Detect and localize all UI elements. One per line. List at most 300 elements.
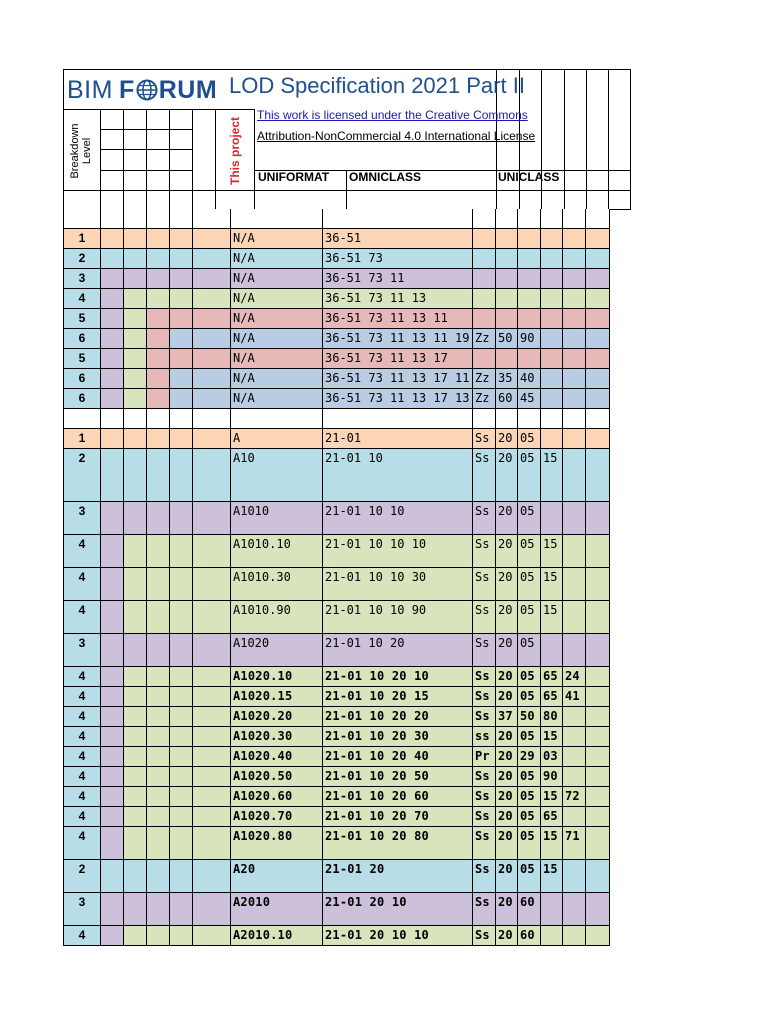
- uniclass-cell: [563, 369, 586, 389]
- uniclass-cell: 60: [496, 389, 518, 409]
- uniclass-cell: [541, 926, 563, 946]
- uniclass-cell: [586, 747, 610, 767]
- uniclass-cell: [563, 309, 586, 329]
- table-row: [63, 827, 631, 860]
- uniclass-cell: 05: [518, 860, 541, 893]
- uniclass-cell: 50: [496, 329, 518, 349]
- uniclass-cell: [473, 289, 496, 309]
- uniclass-cell: Ss: [473, 926, 496, 946]
- hierarchy-color-cell: [124, 568, 147, 601]
- empty-cell: [64, 409, 101, 429]
- hierarchy-color-cell: [170, 329, 193, 349]
- hierarchy-color-cell: [147, 369, 170, 389]
- table-row: [63, 535, 631, 568]
- breakdown-level-cell: 3: [64, 502, 101, 535]
- hierarchy-color-cell: [124, 860, 147, 893]
- uniclass-cell: Ss: [473, 601, 496, 634]
- uniclass-cell: 80: [541, 707, 563, 727]
- hierarchy-color-cell: [124, 502, 147, 535]
- hierarchy-color-cell: [124, 249, 147, 269]
- document-title: LOD Specification 2021 Part II: [229, 73, 525, 98]
- uniclass-cell: 20: [496, 634, 518, 667]
- uniclass-cell: 35: [496, 369, 518, 389]
- uniclass-cell: Pr: [473, 747, 496, 767]
- hierarchy-color-cell: [170, 535, 193, 568]
- uniclass-cell: 20: [496, 727, 518, 747]
- uniclass-cell: [563, 807, 586, 827]
- empty-cell: [124, 409, 147, 429]
- hierarchy-color-cell: [124, 535, 147, 568]
- uniclass-cell: [541, 349, 563, 369]
- uniclass-cell: [563, 249, 586, 269]
- hierarchy-color-cell: [101, 309, 124, 329]
- uniclass-cell: 15: [541, 535, 563, 568]
- uniclass-cell: 71: [563, 827, 586, 860]
- uniclass-cell: 05: [518, 429, 541, 449]
- hierarchy-color-cell: [124, 309, 147, 329]
- license-link[interactable]: This work is licensed under the Creative Commons: [257, 108, 528, 122]
- uniclass-cell: Ss: [473, 429, 496, 449]
- omniclass-cell: 36-51 73 11 13 17 11: [323, 369, 473, 389]
- hierarchy-color-cell: [124, 747, 147, 767]
- breakdown-level-cell: 4: [64, 827, 101, 860]
- hierarchy-color-cell: [147, 535, 170, 568]
- sheet-header: [63, 69, 631, 209]
- empty-cell: [541, 409, 563, 429]
- hierarchy-color-cell: [124, 449, 147, 502]
- uniclass-cell: [586, 767, 610, 787]
- uniclass-cell: [586, 893, 610, 926]
- uniformat-cell: A1020.30: [231, 727, 323, 747]
- table-row: [63, 667, 631, 687]
- uniclass-cell: [563, 449, 586, 502]
- uniclass-cell: 05: [518, 568, 541, 601]
- uniformat-cell: A1010.30: [231, 568, 323, 601]
- hierarchy-color-cell: [170, 429, 193, 449]
- omniclass-cell: 21-01 10 10: [323, 502, 473, 535]
- hierarchy-color-cell: [147, 309, 170, 329]
- uniclass-cell: 15: [541, 449, 563, 502]
- uniclass-cell: [518, 309, 541, 329]
- uniclass-cell: 72: [563, 787, 586, 807]
- omniclass-cell: 21-01 20: [323, 860, 473, 893]
- omniclass-cell: 21-01 10 20 30: [323, 727, 473, 747]
- uniformat-cell: N/A: [231, 249, 323, 269]
- breakdown-level-cell: 1: [64, 429, 101, 449]
- uniclass-cell: 15: [541, 727, 563, 747]
- hierarchy-color-cell: [193, 249, 231, 269]
- hierarchy-color-cell: [101, 807, 124, 827]
- table-row: [63, 309, 631, 329]
- hierarchy-color-cell: [170, 893, 193, 926]
- hierarchy-color-cell: [170, 389, 193, 409]
- hierarchy-color-cell: [170, 449, 193, 502]
- uniclass-cell: Zz: [473, 389, 496, 409]
- hierarchy-color-cell: [101, 449, 124, 502]
- hierarchy-color-cell: [170, 767, 193, 787]
- uniclass-cell: [518, 269, 541, 289]
- uniformat-cell: N/A: [231, 329, 323, 349]
- uniclass-cell: 05: [518, 807, 541, 827]
- uniclass-cell: [541, 249, 563, 269]
- uniclass-cell: 20: [496, 787, 518, 807]
- hierarchy-color-cell: [147, 601, 170, 634]
- hierarchy-color-cell: [124, 926, 147, 946]
- hierarchy-color-cell: [147, 429, 170, 449]
- uniclass-cell: [586, 687, 610, 707]
- hierarchy-color-cell: [147, 860, 170, 893]
- hierarchy-color-cell: [101, 827, 124, 860]
- omniclass-cell: 21-01 10 20 10: [323, 667, 473, 687]
- hierarchy-color-cell: [101, 787, 124, 807]
- uniclass-cell: [586, 449, 610, 502]
- empty-cell: [64, 209, 101, 229]
- hierarchy-color-cell: [147, 502, 170, 535]
- hierarchy-color-cell: [170, 747, 193, 767]
- table-row: [63, 767, 631, 787]
- uniclass-cell: [541, 269, 563, 289]
- uniclass-cell: 05: [518, 449, 541, 502]
- table-row: [63, 807, 631, 827]
- hierarchy-color-cell: [170, 349, 193, 369]
- uniclass-cell: [518, 289, 541, 309]
- hierarchy-color-cell: [193, 309, 231, 329]
- hierarchy-color-cell: [170, 687, 193, 707]
- hierarchy-color-cell: [147, 893, 170, 926]
- uniformat-cell: A1020: [231, 634, 323, 667]
- hierarchy-color-cell: [101, 429, 124, 449]
- uniclass-cell: 05: [518, 667, 541, 687]
- uniclass-cell: 20: [496, 893, 518, 926]
- empty-cell: [124, 209, 147, 229]
- uniclass-cell: [586, 535, 610, 568]
- uniformat-cell: A1020.15: [231, 687, 323, 707]
- hierarchy-color-cell: [124, 893, 147, 926]
- hierarchy-color-cell: [101, 329, 124, 349]
- uniclass-cell: [586, 568, 610, 601]
- empty-cell: [586, 409, 610, 429]
- empty-cell: [518, 209, 541, 229]
- hierarchy-color-cell: [193, 634, 231, 667]
- omniclass-cell: 36-51 73 11 13 17 13: [323, 389, 473, 409]
- uniformat-cell: N/A: [231, 349, 323, 369]
- uniclass-cell: [563, 429, 586, 449]
- breakdown-level-cell: 3: [64, 634, 101, 667]
- breakdown-level-cell: 5: [64, 349, 101, 369]
- hierarchy-color-cell: [147, 634, 170, 667]
- uniformat-cell: A1010.10: [231, 535, 323, 568]
- uniclass-cell: 20: [496, 687, 518, 707]
- omniclass-cell: 21-01 10 20: [323, 634, 473, 667]
- globe-icon: [136, 79, 158, 101]
- hierarchy-color-cell: [101, 667, 124, 687]
- uniclass-cell: [586, 707, 610, 727]
- hierarchy-color-cell: [101, 502, 124, 535]
- omniclass-cell: 21-01 20 10: [323, 893, 473, 926]
- hierarchy-color-cell: [170, 502, 193, 535]
- hierarchy-color-cell: [193, 502, 231, 535]
- hierarchy-color-cell: [170, 229, 193, 249]
- hierarchy-color-cell: [101, 369, 124, 389]
- table-row: [63, 329, 631, 349]
- uniclass-cell: 65: [541, 687, 563, 707]
- uniclass-column-header: UNICLASS: [498, 170, 560, 184]
- empty-cell: [323, 209, 473, 229]
- omniclass-cell: 21-01 20 10 10: [323, 926, 473, 946]
- breakdown-level-cell: 4: [64, 687, 101, 707]
- uniclass-cell: [496, 229, 518, 249]
- uniclass-cell: [473, 249, 496, 269]
- breakdown-level-cell: 4: [64, 568, 101, 601]
- table-row: [63, 369, 631, 389]
- uniclass-cell: [563, 349, 586, 369]
- uniclass-cell: [473, 309, 496, 329]
- hierarchy-color-cell: [147, 807, 170, 827]
- uniclass-cell: 50: [518, 707, 541, 727]
- breakdown-level-cell: 4: [64, 667, 101, 687]
- breakdown-level-cell: 4: [64, 727, 101, 747]
- hierarchy-color-cell: [124, 269, 147, 289]
- hierarchy-color-cell: [147, 329, 170, 349]
- hierarchy-color-cell: [101, 349, 124, 369]
- empty-cell: [473, 209, 496, 229]
- uniclass-cell: 05: [518, 687, 541, 707]
- uniclass-cell: [563, 707, 586, 727]
- omniclass-cell: 36-51: [323, 229, 473, 249]
- hierarchy-color-cell: [170, 289, 193, 309]
- hierarchy-color-cell: [101, 389, 124, 409]
- uniclass-cell: [586, 329, 610, 349]
- uniclass-cell: 20: [496, 860, 518, 893]
- hierarchy-color-cell: [193, 687, 231, 707]
- hierarchy-color-cell: [124, 827, 147, 860]
- hierarchy-color-cell: [124, 389, 147, 409]
- hierarchy-color-cell: [147, 787, 170, 807]
- uniformat-cell: A1020.60: [231, 787, 323, 807]
- uniclass-cell: Ss: [473, 634, 496, 667]
- uniclass-cell: 41: [563, 687, 586, 707]
- uniclass-cell: Ss: [473, 807, 496, 827]
- uniclass-cell: [586, 369, 610, 389]
- uniformat-cell: N/A: [231, 269, 323, 289]
- hierarchy-color-cell: [101, 535, 124, 568]
- table-row: [63, 229, 631, 249]
- spacer-row: [63, 209, 631, 229]
- uniclass-cell: 15: [541, 860, 563, 893]
- table-row: [63, 926, 631, 946]
- uniclass-cell: [541, 369, 563, 389]
- hierarchy-color-cell: [124, 634, 147, 667]
- uniclass-cell: 05: [518, 634, 541, 667]
- breakdown-level-cell: 4: [64, 289, 101, 309]
- table-row: [63, 634, 631, 667]
- uniclass-cell: [563, 893, 586, 926]
- uniclass-cell: 20: [496, 601, 518, 634]
- hierarchy-color-cell: [124, 601, 147, 634]
- hierarchy-color-cell: [170, 827, 193, 860]
- breakdown-level-cell: 1: [64, 229, 101, 249]
- uniclass-cell: [541, 502, 563, 535]
- uniclass-cell: 45: [518, 389, 541, 409]
- hierarchy-color-cell: [170, 369, 193, 389]
- uniformat-cell: N/A: [231, 289, 323, 309]
- hierarchy-color-cell: [193, 449, 231, 502]
- uniclass-cell: [563, 634, 586, 667]
- hierarchy-color-cell: [170, 269, 193, 289]
- uniclass-cell: [473, 349, 496, 369]
- breakdown-level-cell: 4: [64, 535, 101, 568]
- uniclass-cell: [496, 349, 518, 369]
- uniclass-cell: [586, 601, 610, 634]
- empty-cell: [586, 209, 610, 229]
- table-row: [63, 289, 631, 309]
- uniclass-cell: [518, 229, 541, 249]
- uniclass-cell: 20: [496, 926, 518, 946]
- omniclass-cell: 36-51 73 11: [323, 269, 473, 289]
- breakdown-level-cell: 2: [64, 249, 101, 269]
- hierarchy-color-cell: [101, 568, 124, 601]
- uniclass-cell: Ss: [473, 667, 496, 687]
- hierarchy-color-cell: [101, 229, 124, 249]
- hierarchy-color-cell: [193, 787, 231, 807]
- uniclass-cell: 20: [496, 767, 518, 787]
- hierarchy-color-cell: [101, 707, 124, 727]
- uniclass-cell: [563, 502, 586, 535]
- table-row: [63, 601, 631, 634]
- table-row: [63, 502, 631, 535]
- uniclass-cell: [496, 289, 518, 309]
- breakdown-level-cell: 5: [64, 309, 101, 329]
- hierarchy-color-cell: [193, 369, 231, 389]
- hierarchy-color-cell: [124, 289, 147, 309]
- empty-cell: [147, 209, 170, 229]
- uniclass-cell: [586, 502, 610, 535]
- uniclass-cell: 03: [541, 747, 563, 767]
- uniclass-cell: [518, 349, 541, 369]
- uniclass-cell: [541, 429, 563, 449]
- omniclass-cell: 36-51 73 11 13 17: [323, 349, 473, 369]
- hierarchy-color-cell: [147, 389, 170, 409]
- hierarchy-color-cell: [124, 329, 147, 349]
- hierarchy-color-cell: [193, 926, 231, 946]
- uniclass-cell: Zz: [473, 329, 496, 349]
- uniclass-cell: 20: [496, 429, 518, 449]
- uniclass-cell: 20: [496, 535, 518, 568]
- hierarchy-color-cell: [147, 568, 170, 601]
- uniclass-cell: 05: [518, 535, 541, 568]
- hierarchy-color-cell: [193, 807, 231, 827]
- uniclass-cell: [563, 926, 586, 946]
- empty-cell: [563, 409, 586, 429]
- hierarchy-color-cell: [147, 667, 170, 687]
- uniclass-cell: [586, 249, 610, 269]
- omniclass-cell: 21-01 10 10 90: [323, 601, 473, 634]
- breakdown-level-cell: 3: [64, 893, 101, 926]
- breakdown-level-cell: 2: [64, 449, 101, 502]
- uniclass-cell: Ss: [473, 568, 496, 601]
- hierarchy-color-cell: [124, 687, 147, 707]
- uniclass-cell: 90: [518, 329, 541, 349]
- uniclass-cell: 05: [518, 767, 541, 787]
- uniclass-cell: [586, 309, 610, 329]
- table-row: [63, 568, 631, 601]
- spacer-row: [63, 409, 631, 429]
- uniclass-cell: [563, 568, 586, 601]
- uniclass-cell: 05: [518, 601, 541, 634]
- table-row: [63, 787, 631, 807]
- hierarchy-color-cell: [147, 767, 170, 787]
- breakdown-level-cell: 4: [64, 926, 101, 946]
- license-name[interactable]: Attribution-NonCommercial 4.0 International License: [257, 129, 536, 143]
- uniclass-cell: Ss: [473, 449, 496, 502]
- breakdown-level-cell: 2: [64, 860, 101, 893]
- table-row: [63, 389, 631, 409]
- hierarchy-color-cell: [193, 229, 231, 249]
- empty-cell: [101, 209, 124, 229]
- breakdown-level-cell: 4: [64, 767, 101, 787]
- uniclass-cell: [473, 269, 496, 289]
- data-table: [63, 209, 631, 946]
- uniclass-cell: [586, 667, 610, 687]
- hierarchy-color-cell: [193, 389, 231, 409]
- table-row: [63, 429, 631, 449]
- omniclass-cell: 21-01 10 20 15: [323, 687, 473, 707]
- uniclass-cell: 20: [496, 827, 518, 860]
- uniclass-cell: [586, 727, 610, 747]
- breakdown-level-cell: 4: [64, 787, 101, 807]
- breakdown-level-cell: 4: [64, 707, 101, 727]
- uniformat-cell: A2010: [231, 893, 323, 926]
- breakdown-level-cell: 6: [64, 389, 101, 409]
- hierarchy-color-cell: [147, 727, 170, 747]
- uniformat-cell: N/A: [231, 309, 323, 329]
- uniclass-cell: [586, 429, 610, 449]
- hierarchy-color-cell: [124, 349, 147, 369]
- uniclass-cell: [563, 289, 586, 309]
- uniclass-cell: Ss: [473, 827, 496, 860]
- uniclass-cell: [563, 601, 586, 634]
- uniclass-cell: Ss: [473, 787, 496, 807]
- uniclass-cell: Ss: [473, 502, 496, 535]
- empty-cell: [563, 209, 586, 229]
- table-row: [63, 727, 631, 747]
- uniclass-cell: [563, 269, 586, 289]
- uniclass-cell: [586, 229, 610, 249]
- hierarchy-color-cell: [193, 535, 231, 568]
- this-project-header: This project: [228, 116, 242, 186]
- logo-forum-rest: RUM: [158, 75, 218, 104]
- omniclass-column-header: OMNICLASS: [349, 170, 421, 184]
- uniclass-cell: Zz: [473, 369, 496, 389]
- hierarchy-color-cell: [101, 634, 124, 667]
- hierarchy-color-cell: [193, 429, 231, 449]
- hierarchy-color-cell: [193, 860, 231, 893]
- omniclass-cell: 36-51 73 11 13: [323, 289, 473, 309]
- uniclass-cell: 60: [518, 893, 541, 926]
- uniclass-cell: Ss: [473, 893, 496, 926]
- hierarchy-color-cell: [170, 568, 193, 601]
- uniclass-cell: 24: [563, 667, 586, 687]
- omniclass-cell: 36-51 73 11 13 11: [323, 309, 473, 329]
- uniclass-cell: 40: [518, 369, 541, 389]
- hierarchy-color-cell: [124, 667, 147, 687]
- hierarchy-color-cell: [124, 767, 147, 787]
- table-row: [63, 747, 631, 767]
- uniclass-cell: 20: [496, 568, 518, 601]
- hierarchy-color-cell: [147, 449, 170, 502]
- hierarchy-color-cell: [147, 827, 170, 860]
- hierarchy-color-cell: [170, 926, 193, 946]
